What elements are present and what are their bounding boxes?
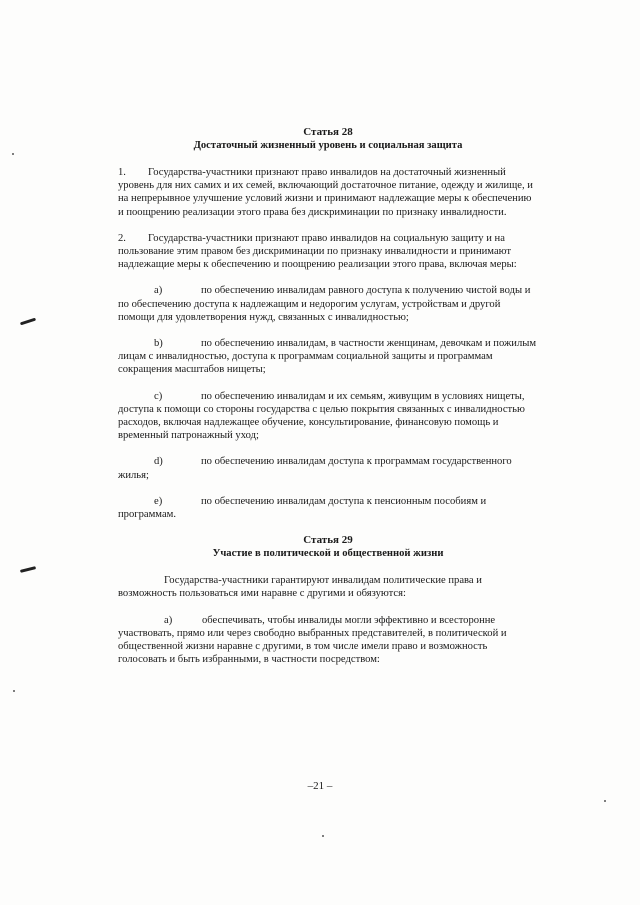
item-text: по обеспечению инвалидам равного доступа к получению чистой воды и по обеспечению доступа к надлежащим и недорогим услугам, устройствам и другой помощи для удовлетворения нужд, связанных с инвалидностью; [118, 285, 531, 323]
item-text: по обеспечению инвалидам и их семьям, живущим в условиях нищеты, доступа к помощи со стороны государства с целью покрытия связанных с инвалидностью расходов, включая надлежащее обучение, консультирование, финансовую помощь и временный патронажный уход; [118, 390, 525, 442]
item-text: обеспечивать, чтобы инвалиды могли эффективно и всесторонне участвовать, прямо или через свободно выбранных представителей, в политической и общественной жизни наравне с другими, в том числе имели право и возможность голосовать и быть избранными, в частности посредством: [118, 614, 507, 666]
paragraph-text: Государства-участники признают право инвалидов на социальную защиту и на пользование этим правом без дискриминации по признаку инвалидности и принимают надлежащие меры к обеспечению и поощрению реализации этого права, включая меры: [118, 232, 517, 271]
article-28-item-e [118, 495, 538, 521]
scan-dot-1 [12, 153, 14, 155]
item-letter: b) [154, 338, 163, 350]
page-number: –21 – [307, 780, 333, 792]
item-letter: c) [154, 390, 163, 402]
scan-mark-2 [20, 566, 36, 573]
article-28-item-a [118, 284, 538, 324]
document-content [118, 126, 538, 679]
article-28-item-d [118, 455, 538, 481]
paragraph-number: 2. [118, 232, 126, 244]
paragraph-text: Государства-участники признают право инвалидов на достаточный жизненный уровень для них самих и их семей, включающий достаточное питание, одежду и жилище, и на непрерывное улучшение условий жизни и принимают надлежащие меры к обеспечению и поощрению реализации этого права без дискриминации по признаку инвалидности. [118, 167, 533, 218]
item-letter: a) [154, 285, 163, 297]
scan-mark-1 [20, 318, 36, 326]
scan-dot-2 [13, 690, 15, 692]
item-letter: a) [164, 614, 173, 626]
article-28-item-c [118, 390, 538, 443]
article-28-paragraph-1 [118, 166, 538, 219]
paragraph-number: 1. [118, 167, 126, 178]
item-letter: d) [154, 456, 163, 468]
article-28-subtitle: Достаточный жизненный уровень и социальная защита [193, 140, 463, 151]
article-29-heading: Статья 29 [303, 534, 353, 547]
item-letter: e) [154, 495, 163, 507]
item-text: по обеспечению инвалидам доступа к пенсионным пособиям и программам. [118, 495, 487, 521]
article-29-intro: Государства-участники гарантируют инвалидам политические права и возможность пользоваться ими наравне с другими и обязуются: [118, 575, 482, 600]
item-text: по обеспечению инвалидам, в частности женщинам, девочкам и пожилым лицам с инвалидностью, доступа к программам социальной защиты и программам сокращения масштабов нищеты; [118, 338, 537, 376]
article-28-heading: Статья 28 [303, 126, 353, 138]
article-28-item-b [118, 337, 538, 377]
article-28-paragraph-2 [118, 232, 538, 272]
article-29-item-a [118, 614, 538, 667]
scan-dot-3 [604, 800, 606, 802]
article-29-subtitle: Участие в политической и общественной жизни [212, 548, 444, 560]
scan-dot-4 [322, 835, 324, 837]
item-text: по обеспечению инвалидам доступа к программам государственного жилья; [118, 456, 512, 481]
